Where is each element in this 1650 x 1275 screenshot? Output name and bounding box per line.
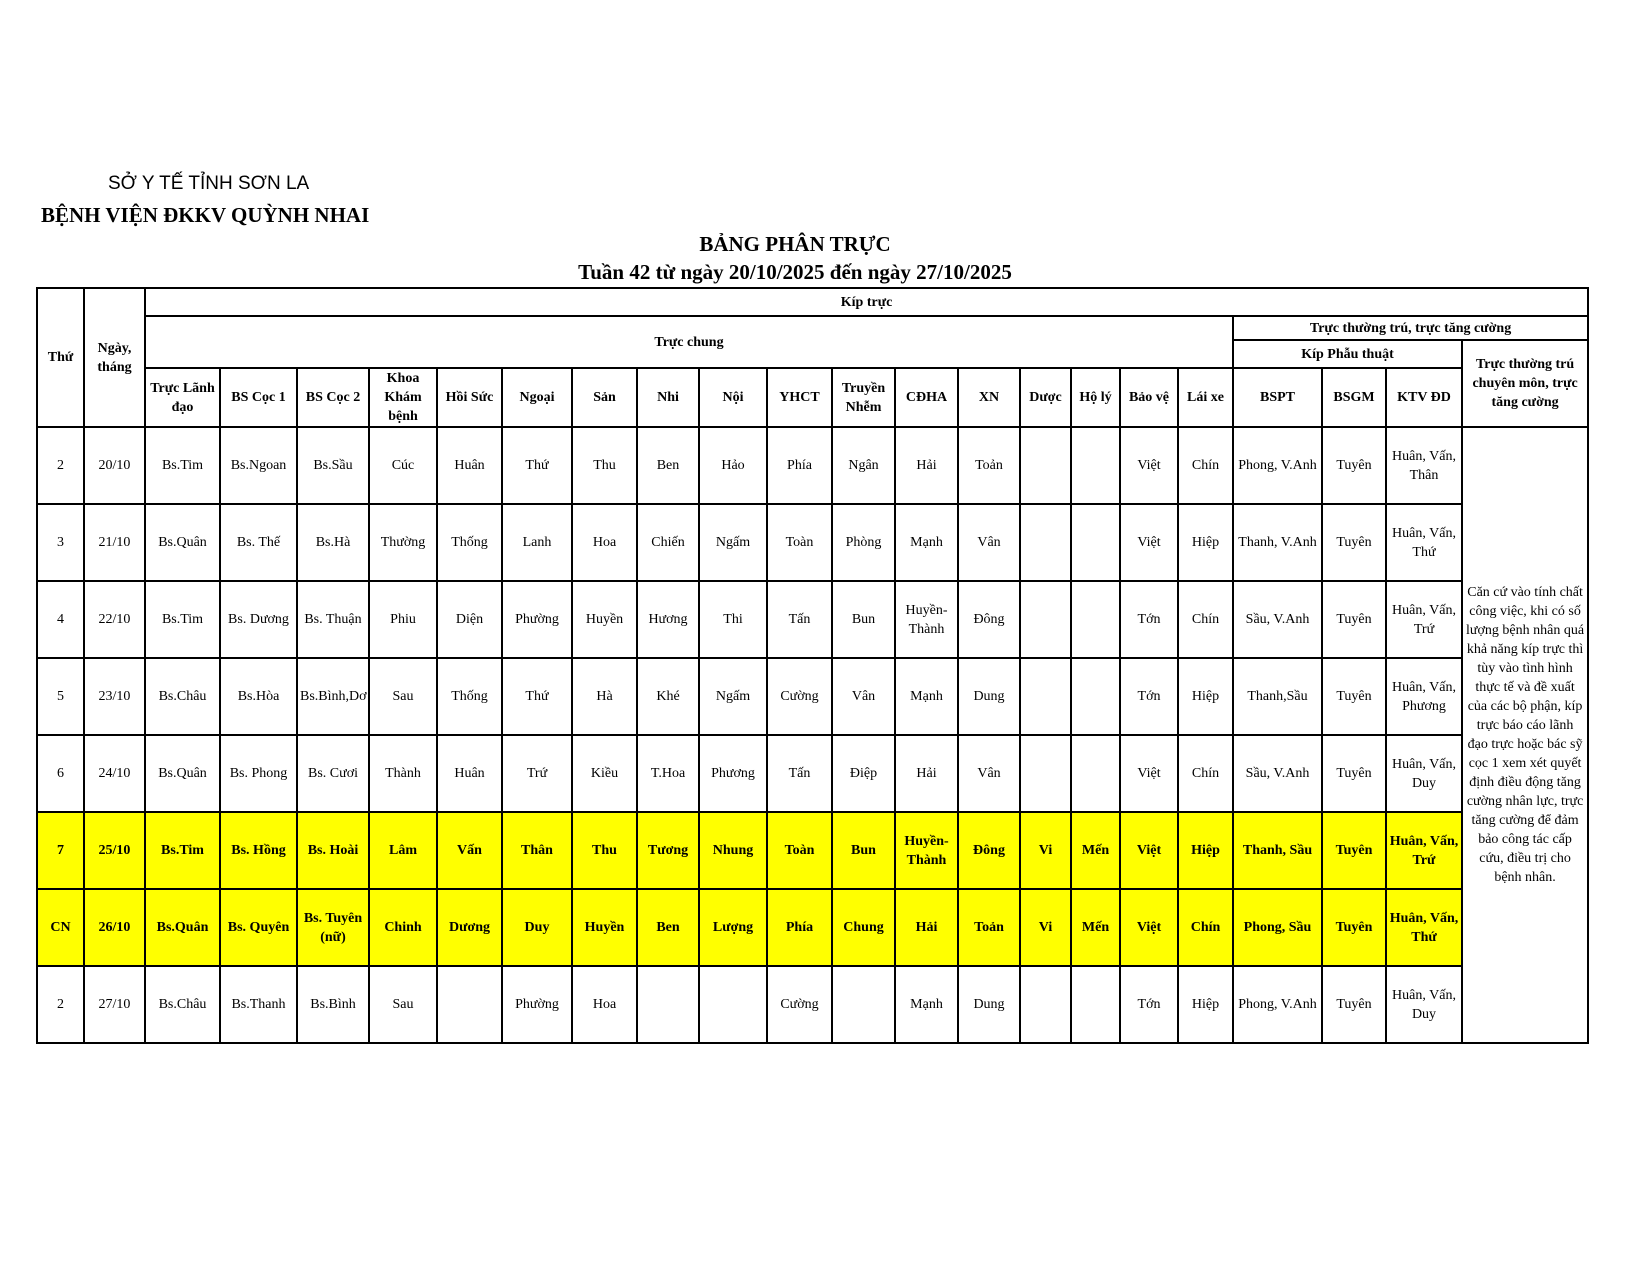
duty-cell: Hiệp [1178,812,1233,889]
header-nhi: Nhi [637,368,699,427]
duty-cell: Việt [1120,889,1178,966]
duty-cell: Huyền-Thành [895,581,958,658]
header-lai-xe: Lái xe [1178,368,1233,427]
date-cell: 24/10 [84,735,145,812]
date-cell: 22/10 [84,581,145,658]
duty-cell: Bs.Hòa [220,658,297,735]
duty-cell: Ngấm [699,504,767,581]
duty-cell [1071,735,1120,812]
duty-cell: Tuyên [1322,735,1386,812]
duty-cell: Tấn [767,735,832,812]
duty-cell: Ben [637,889,699,966]
roster-row [37,427,1588,504]
duty-cell [1071,427,1120,504]
duty-cell: Thường [369,504,437,581]
duty-cell: Bs.Tim [145,427,220,504]
header-bspt: BSPT [1233,368,1322,427]
duty-cell: Phường [502,966,572,1043]
duty-cell: Tuyên [1322,658,1386,735]
department-name: SỞ Y TẾ TỈNH SƠN LA [108,173,310,194]
header-truc-lanh-dao: Trực Lãnh đạo [145,368,220,427]
duty-cell: Thanh, V.Anh [1233,504,1322,581]
header-ngoai: Ngoại [502,368,572,427]
header-bs-coc-1: BS Cọc 1 [220,368,297,427]
duty-cell: Toản [958,427,1020,504]
duty-cell: Vân [958,504,1020,581]
duty-cell: Phường [502,581,572,658]
duty-cell: Bs.Bình [297,966,369,1043]
duty-cell: Hải [895,427,958,504]
duty-cell: Hiệp [1178,658,1233,735]
duty-cell: Việt [1120,812,1178,889]
duty-cell: Hải [895,735,958,812]
duty-cell: Bs.Hà [297,504,369,581]
duty-cell: Bs.Tim [145,581,220,658]
header-noi: Nội [699,368,767,427]
duty-cell: Kiều [572,735,637,812]
duty-cell: Mạnh [895,658,958,735]
duty-cell [637,966,699,1043]
duty-cell: Chín [1178,735,1233,812]
duty-cell: Việt [1120,427,1178,504]
date-cell: 21/10 [84,504,145,581]
duty-cell: Vân [832,658,895,735]
duty-cell: Thống [437,658,502,735]
duty-cell: Bs.Thanh [220,966,297,1043]
duty-cell: Mạnh [895,966,958,1043]
duty-cell: Vi [1020,812,1071,889]
day-cell: 6 [37,735,84,812]
header-truc-chuyen-mon: Trực thường trú chuyên môn, trực tăng cường [1462,340,1588,427]
duty-cell: Bs.Bình,Dơ [297,658,369,735]
header-san: Sản [572,368,637,427]
duty-cell: Ben [637,427,699,504]
duty-cell: Mạnh [895,504,958,581]
duty-cell [1020,658,1071,735]
duty-cell: Huân, Vấn, Duy [1386,966,1462,1043]
reinforcement-note: Căn cứ vào tính chất công việc, khi có số lượng bệnh nhân quá khả năng kíp trực thì tùy vào tình hình thực tế và đề xuất của các bộ phận, kíp trực báo cáo lãnh đạo trực hoặc bác sỹ cọc 1 xem xét quyết định điều động tăng cường nhân lực, trực tăng cường để đảm bảo công tác cấp cứu, điều trị cho bệnh nhân. [1462,427,1588,1043]
duty-cell: Huân [437,427,502,504]
duty-cell: Khé [637,658,699,735]
duty-cell: Bs. Thuận [297,581,369,658]
header-truc-chung: Trực chung [145,316,1233,368]
duty-cell: Huân, Vấn, Duy [1386,735,1462,812]
duty-cell: Duy [502,889,572,966]
duty-cell: Sau [369,966,437,1043]
duty-cell: Sầu, V.Anh [1233,735,1322,812]
duty-cell: Việt [1120,504,1178,581]
duty-cell: Lượng [699,889,767,966]
duty-cell: Chiến [637,504,699,581]
duty-cell: Tuyên [1322,966,1386,1043]
duty-roster-table [36,287,1589,1044]
duty-cell: Toàn [767,812,832,889]
duty-cell [1020,966,1071,1043]
duty-cell: Chín [1178,427,1233,504]
duty-cell: Huân, Vấn, Trứ [1386,581,1462,658]
duty-cell: Huân [437,735,502,812]
duty-cell: Sau [369,658,437,735]
duty-cell: Tuyên [1322,581,1386,658]
duty-cell: Hiệp [1178,966,1233,1043]
duty-cell: Bs. Tuyên (nữ) [297,889,369,966]
roster-row [37,581,1588,658]
duty-cell: Vân [958,735,1020,812]
duty-cell [1020,427,1071,504]
duty-cell: Bs.Ngoan [220,427,297,504]
duty-cell: Tớn [1120,966,1178,1043]
roster-title: BẢNG PHÂN TRỰC [699,232,891,256]
day-cell: 2 [37,427,84,504]
roster-row [37,812,1588,889]
duty-cell: Thứ [502,658,572,735]
duty-cell: Phía [767,889,832,966]
duty-cell: Thu [572,427,637,504]
duty-cell: Đông [958,581,1020,658]
duty-cell: Bun [832,581,895,658]
duty-cell: Thứ [502,427,572,504]
duty-cell: Thân [502,812,572,889]
duty-cell: Bs.Quân [145,504,220,581]
roster-row [37,889,1588,966]
duty-cell [437,966,502,1043]
duty-cell: Cường [767,966,832,1043]
duty-cell: Thu [572,812,637,889]
duty-cell: Bun [832,812,895,889]
duty-cell: Huyền [572,889,637,966]
header-kip-phau-thuat: Kíp Phẫu thuật [1233,340,1462,368]
duty-cell: Toản [958,889,1020,966]
duty-cell: Bs. Phong [220,735,297,812]
duty-cell: Thi [699,581,767,658]
duty-cell: Bs.Tim [145,812,220,889]
duty-cell: Diện [437,581,502,658]
duty-cell [1020,581,1071,658]
day-cell: 4 [37,581,84,658]
duty-cell: Bs. Quyên [220,889,297,966]
duty-cell: Huyền [572,581,637,658]
duty-cell: Tương [637,812,699,889]
hospital-name: BỆNH VIỆN ĐKKV QUỲNH NHAI [41,203,370,227]
duty-cell: Bs.Quân [145,889,220,966]
duty-cell: Toàn [767,504,832,581]
duty-cell: Dung [958,966,1020,1043]
duty-cell [699,966,767,1043]
duty-cell: Việt [1120,735,1178,812]
duty-cell: Bs. Dương [220,581,297,658]
duty-cell: Tấn [767,581,832,658]
duty-cell: Huân, Vấn, Thân [1386,427,1462,504]
header-cdha: CĐHA [895,368,958,427]
duty-cell: Huân, Vấn, Thứ [1386,504,1462,581]
day-cell: 3 [37,504,84,581]
header-khoa-kham-benh: Khoa Khám bệnh [369,368,437,427]
duty-cell: Thống [437,504,502,581]
duty-cell: Phong, V.Anh [1233,966,1322,1043]
date-cell: 23/10 [84,658,145,735]
roster-row [37,504,1588,581]
header-bao-ve: Bảo vệ [1120,368,1178,427]
duty-cell: Phương [699,735,767,812]
header-date: Ngày, tháng [84,288,145,427]
duty-cell: T.Hoa [637,735,699,812]
duty-cell: Tớn [1120,581,1178,658]
duty-cell: Bs. Hoài [297,812,369,889]
day-cell: 5 [37,658,84,735]
duty-cell: Bs.Sầu [297,427,369,504]
duty-cell: Hà [572,658,637,735]
duty-cell: Huyền-Thành [895,812,958,889]
duty-cell: Bs.Quân [145,735,220,812]
duty-cell: Trứ [502,735,572,812]
duty-cell: Lâm [369,812,437,889]
duty-cell: Thành [369,735,437,812]
duty-cell [1020,504,1071,581]
duty-cell [1020,735,1071,812]
date-cell: 27/10 [84,966,145,1043]
duty-cell: Huân, Vấn, Phương [1386,658,1462,735]
duty-cell: Hoa [572,966,637,1043]
duty-cell: Sầu, V.Anh [1233,581,1322,658]
duty-cell: Bs. Hồng [220,812,297,889]
duty-cell: Tuyên [1322,812,1386,889]
duty-cell: Dương [437,889,502,966]
duty-cell: Lanh [502,504,572,581]
day-cell: CN [37,889,84,966]
day-cell: 2 [37,966,84,1043]
roster-row [37,658,1588,735]
duty-cell: Thanh, Sầu [1233,812,1322,889]
duty-cell: Chinh [369,889,437,966]
duty-cell: Bs.Châu [145,966,220,1043]
duty-cell: Cường [767,658,832,735]
header-bsgm: BSGM [1322,368,1386,427]
duty-cell: Phía [767,427,832,504]
duty-cell [1071,658,1120,735]
duty-cell: Chín [1178,889,1233,966]
duty-cell [1071,966,1120,1043]
duty-cell: Tớn [1120,658,1178,735]
duty-cell: Đông [958,812,1020,889]
duty-cell: Cúc [369,427,437,504]
header-ho-ly: Hộ lý [1071,368,1120,427]
date-cell: 25/10 [84,812,145,889]
duty-cell: Mến [1071,889,1120,966]
document-title [0,230,1590,286]
duty-cell: Tuyên [1322,504,1386,581]
duty-cell: Bs. Cươi [297,735,369,812]
duty-cell: Tuyên [1322,427,1386,504]
duty-cell: Bs. Thế [220,504,297,581]
duty-cell: Mến [1071,812,1120,889]
roster-row [37,966,1588,1043]
duty-cell: Huân, Vấn, Thứ [1386,889,1462,966]
header-thuong-tru: Trực thường trú, trực tăng cường [1233,316,1588,340]
duty-cell: Phòng [832,504,895,581]
duty-cell: Phong, V.Anh [1233,427,1322,504]
duty-cell: Hiệp [1178,504,1233,581]
duty-cell: Hương [637,581,699,658]
duty-cell: Nhung [699,812,767,889]
duty-cell: Chín [1178,581,1233,658]
date-cell: 26/10 [84,889,145,966]
duty-cell: Thanh,Sầu [1233,658,1322,735]
header-xn: XN [958,368,1020,427]
day-cell: 7 [37,812,84,889]
duty-cell: Ngấm [699,658,767,735]
duty-cell [832,966,895,1043]
duty-cell: Hải [895,889,958,966]
duty-cell: Tuyên [1322,889,1386,966]
duty-cell: Vấn [437,812,502,889]
header-bs-coc-2: BS Cọc 2 [297,368,369,427]
duty-cell: Dung [958,658,1020,735]
roster-subtitle: Tuần 42 từ ngày 20/10/2025 đến ngày 27/10/2025 [578,260,1012,284]
header-ktv-dd: KTV ĐD [1386,368,1462,427]
duty-cell [1071,504,1120,581]
duty-cell: Phong, Sầu [1233,889,1322,966]
header-thu: Thứ [37,288,84,427]
duty-cell: Điệp [832,735,895,812]
header-truyen-nhem: Truyền Nhễm [832,368,895,427]
header-kip-truc: Kíp trực [145,288,1588,316]
duty-cell [1071,581,1120,658]
duty-cell: Hảo [699,427,767,504]
roster-row [37,735,1588,812]
duty-cell: Vi [1020,889,1071,966]
header-hoi-suc: Hồi Sức [437,368,502,427]
header-duoc: Dược [1020,368,1071,427]
duty-cell: Ngân [832,427,895,504]
duty-cell: Huân, Vấn, Trứ [1386,812,1462,889]
date-cell: 20/10 [84,427,145,504]
header-yhct: YHCT [767,368,832,427]
duty-cell: Hoa [572,504,637,581]
duty-cell: Bs.Châu [145,658,220,735]
duty-cell: Chung [832,889,895,966]
duty-cell: Phiu [369,581,437,658]
